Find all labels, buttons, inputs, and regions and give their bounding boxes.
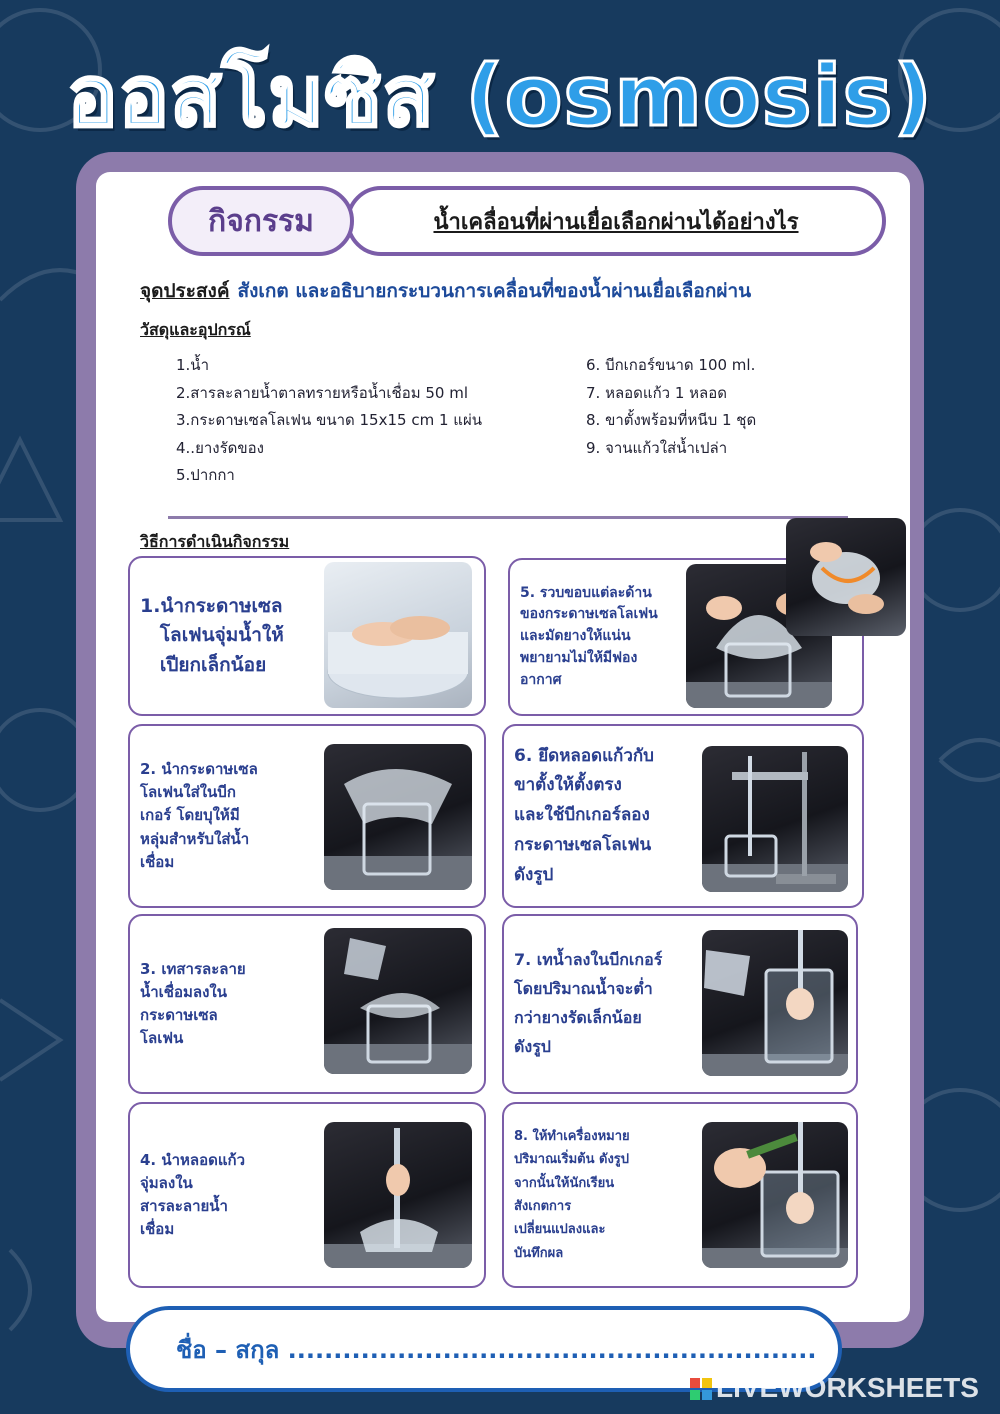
material-item: 6. บีกเกอร์ขนาด 100 ml. bbox=[586, 356, 756, 374]
page-title: ออสโมซิส (osmosis) bbox=[67, 47, 933, 145]
rubber-band-closeup-photo bbox=[786, 518, 906, 636]
step-text-2: 2. นำกระดาษเซล โลเฟนใส่ในบีก เกอร์ โดยบุให้มี หลุ่มสำหรับใส่น้ำ เชื่อม bbox=[140, 759, 258, 871]
step-text-8: 8. ให้ทำเครื่องหมาย ปริมาณเริ่มต้น ดังรูป จากนั้นให้นักเรียน สังเกตการ เปลี่ยนแปลงและ บันทึกผล bbox=[514, 1128, 630, 1261]
cellophane-beaker-photo bbox=[324, 744, 472, 890]
clamp-stand-photo bbox=[702, 746, 848, 892]
material-item: 5.ปากกา bbox=[176, 466, 235, 484]
activity-question-pill bbox=[346, 186, 886, 256]
step-card-4 bbox=[128, 1102, 486, 1288]
step-card-2 bbox=[128, 724, 486, 908]
material-item: 2.สารละลายน้ำตาลทรายหรือน้ำเชื่อม 50 ml bbox=[176, 383, 469, 402]
material-item: 3.กระดาษเซลโลเฟน ขนาด 15x15 cm 1 แผ่น bbox=[176, 411, 482, 429]
step-text-4: 4. นำหลอดแก้ว จุ่มลงใน สารละลายน้ำ เชื่อม bbox=[140, 1150, 246, 1239]
mark-level-photo bbox=[702, 1122, 848, 1268]
materials-heading: วัสดุและอุปกรณ์ bbox=[140, 320, 251, 339]
material-item: 4..ยางรัดของ bbox=[176, 438, 265, 457]
step-text-7: 7. เทน้ำลงในบีกเกอร์ โดยปริมาณน้ำจะต่ำ กว่ายางรัดเล็กน้อย ดังรูป bbox=[514, 950, 663, 1056]
step-card-7 bbox=[502, 914, 858, 1094]
step-text-6: 6. ยึดหลอดแก้วกับ ขาตั้งให้ตั้งตรง และใช้บีกเกอร์ลอง กระดาษเซลโลเฟน ดังรูป bbox=[514, 745, 654, 885]
purpose-text: สังเกต และอธิบายกระบวนการเคลื่อนที่ของน้ำผ่านเยื่อเลือกผ่าน bbox=[237, 280, 752, 302]
pour-syrup-photo bbox=[324, 928, 472, 1074]
step-card-1 bbox=[128, 556, 486, 716]
step-card-6 bbox=[502, 724, 864, 908]
liveworksheets-logo-icon bbox=[690, 1378, 712, 1400]
activity-tag-pill bbox=[168, 186, 354, 256]
material-item: 1.น้ำ bbox=[176, 356, 209, 374]
step-text-3: 3. เทสารละลาย น้ำเชื่อมลงใน กระดาษเซล โลเฟน bbox=[140, 959, 246, 1048]
student-name-label: ชื่อ – สกุล .......................................................... bbox=[176, 1335, 817, 1364]
step-card-8 bbox=[502, 1102, 858, 1288]
step-text-1: 1.นำกระดาษเซล โลเฟนจุ่มน้ำให้ เปียกเล็กน้อย bbox=[140, 594, 284, 676]
activity-tag: กิจกรรม bbox=[208, 203, 314, 239]
pour-water-photo bbox=[702, 930, 848, 1076]
purpose bbox=[140, 276, 900, 306]
hands-in-water-photo bbox=[324, 562, 472, 708]
procedure-heading: วิธีการดำเนินกิจกรรม bbox=[140, 532, 290, 551]
section-divider bbox=[168, 516, 848, 519]
brand-watermark[interactable]: LIVEWORKSHEETS bbox=[716, 1372, 979, 1403]
activity-question: น้ำเคลื่อนที่ผ่านเยื่อเลือกผ่านได้อย่างไร bbox=[433, 209, 799, 235]
step-card-3 bbox=[128, 914, 486, 1094]
materials-list-right bbox=[586, 352, 756, 462]
glass-tube-photo bbox=[324, 1122, 472, 1268]
purpose-label: จุดประสงค์ bbox=[140, 280, 230, 302]
step-text-5: 5. รวบขอบแต่ละด้าน ของกระดาษเซลโลเฟน และมัดยางให้แน่น พยายามไม่ให้มีฟอง อากาศ bbox=[520, 584, 658, 688]
materials-list-left bbox=[176, 352, 482, 490]
material-item: 7. หลอดแก้ว 1 หลอด bbox=[586, 383, 727, 402]
material-item: 9. จานแก้วใส่น้ำเปล่า bbox=[586, 438, 728, 457]
material-item: 8. ขาตั้งพร้อมที่หนีบ 1 ชุด bbox=[586, 411, 757, 429]
